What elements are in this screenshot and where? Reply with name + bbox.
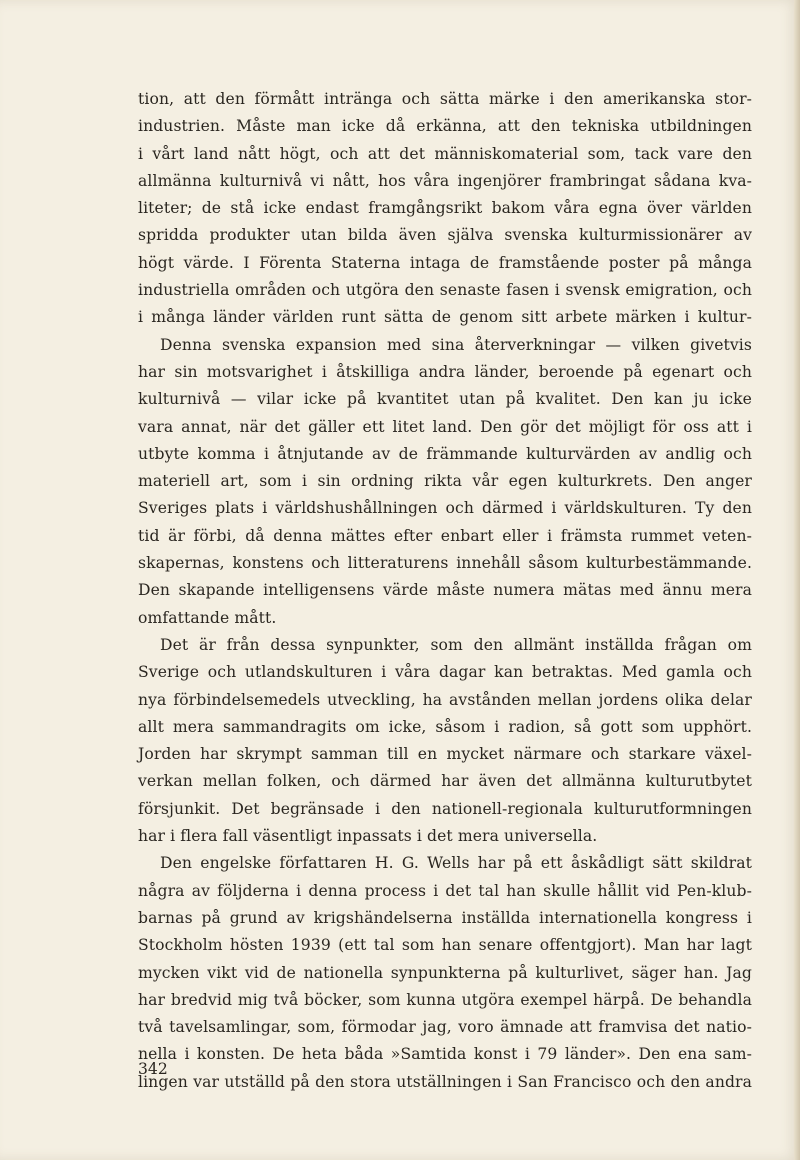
text-line: omfattande mått.: [138, 608, 277, 627]
text-line: liteter; de stå icke endast framgångsrikt bakom våra egna över världen: [138, 199, 752, 218]
text-line: mycken vikt vid de nationella synpunkterna på kulturlivet, säger han. Jag: [138, 963, 752, 982]
text-line: Sverige och utlandskulturen i våra dagar kan betraktas. Med gamla och: [138, 663, 752, 682]
text-line: högt värde. I Förenta Staterna intaga de framstående poster på många: [138, 253, 752, 272]
text-line: verkan mellan folken, och därmed har även det allmänna kulturutbytet: [138, 772, 752, 791]
text-line: nella i konsten. De heta båda »Samtida konst i 79 länder». Den ena sam-: [138, 1045, 752, 1064]
text-line: tion, att den förmått intränga och sätta märke i den amerikanska stor-: [138, 90, 752, 108]
text-line: har sin motsvarighet i åtskilliga andra länder, beroende på egenart och: [138, 362, 752, 381]
text-line: vara annat, när det gäller ett litet land. Den gör det möjligt för oss att i: [138, 417, 752, 436]
text-line: några av följderna i denna process i det tal han skulle hållit vid Pen-klub-: [138, 881, 752, 900]
text-line: i många länder världen runt sätta de genom sitt arbete märken i kultur-: [138, 308, 752, 327]
text-line: försjunkit. Det begränsade i den nationell-regionala kulturutformningen: [138, 799, 752, 818]
text-line: industriella områden och utgöra den senaste fasen i svensk emigration, och: [138, 281, 752, 300]
text-line: materiell art, som i sin ordning rikta vår egen kulturkrets. Den anger: [138, 472, 752, 491]
page-number: 342: [138, 1060, 168, 1078]
text-line: spridda produkter utan bilda även själva svenska kulturmissionärer av: [138, 226, 752, 245]
text-line: allt mera sammandragits om icke, såsom i radion, så gott som upphört.: [138, 717, 752, 736]
text-line: har bredvid mig två böcker, som kunna utgöra exempel härpå. De behandla: [138, 990, 752, 1009]
text-line: Sveriges plats i världshushållningen och därmed i världskulturen. Ty den: [138, 499, 752, 518]
text-line: Den skapande intelligensens värde måste numera mätas med ännu mera: [138, 581, 752, 600]
text-line: Denna svenska expansion med sina återverkningar — vilken givetvis: [160, 335, 752, 354]
text-line: två tavelsamlingar, som, förmodar jag, voro ämnade att framvisa det natio-: [138, 1018, 752, 1037]
text-line: Jorden har skrympt samman till en mycket närmare och starkare växel-: [138, 745, 752, 764]
text-line: nya förbindelsemedels utveckling, ha avstånden mellan jordens olika delar: [138, 690, 752, 709]
text-line: i vårt land nått högt, och att det människomaterial som, tack vare den: [138, 144, 752, 163]
text-line: Det är från dessa synpunkter, som den allmänt inställda frågan om: [160, 635, 752, 654]
text-line: har i flera fall väsentligt inpassats i det mera universella.: [138, 827, 598, 846]
text-line: Stockholm hösten 1939 (ett tal som han senare offentgjort). Man har lagt: [138, 936, 752, 955]
page-edge: [794, 0, 800, 1160]
body-text: [138, 86, 752, 1096]
text-line: Den engelske författaren H. G. Wells har på ett åskådligt sätt skildrat: [160, 854, 752, 873]
text-line: skapernas, konstens och litteraturens innehåll såsom kulturbestämmande.: [138, 554, 752, 573]
text-line: allmänna kulturnivå vi nått, hos våra ingenjörer frambringat sådana kva-: [138, 171, 752, 190]
text-line: industrien. Måste man icke då erkänna, att den tekniska utbildningen: [138, 117, 752, 136]
text-line: kulturnivå — vilar icke på kvantitet utan på kvalitet. Den kan ju icke: [138, 390, 752, 409]
text-line: tid är förbi, då denna mättes efter enbart eller i främsta rummet veten-: [138, 526, 752, 545]
text-line: utbyte komma i åtnjutande av de främmande kulturvärden av andlig och: [138, 444, 752, 463]
text-line: barnas på grund av krigshändelserna inställda internationella kongress i: [138, 908, 752, 927]
text-line: lingen var utställd på den stora utställningen i San Francisco och den andra: [138, 1072, 752, 1091]
